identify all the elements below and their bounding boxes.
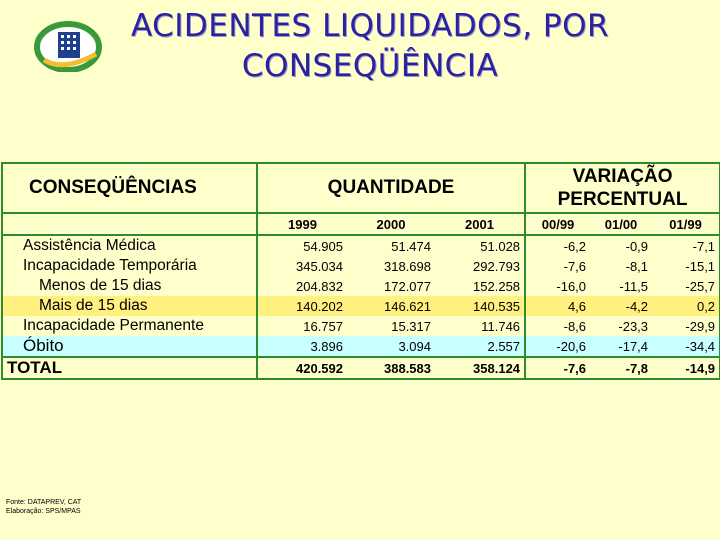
cell-v00-99: -6,2 (563, 238, 587, 254)
elaboration-line: Elaboração: SPS/MPAS (6, 508, 81, 515)
cell-v00-99: 4,6 (525, 296, 590, 316)
header-variacao-line1: VARIAÇÃO (572, 166, 673, 187)
header-variacao (525, 163, 720, 213)
header-quantidade: QUANTIDADE (257, 163, 525, 213)
cell-q1999: 140.202 (257, 296, 347, 316)
cell-q2001: 292.793 (435, 256, 525, 276)
cell-v01-99: -15,1 (652, 256, 720, 276)
cell-q1999: 345.034 (296, 258, 343, 274)
row-label: Incapacidade Temporária (2, 256, 257, 276)
cell-q2001: 51.028 (435, 235, 525, 256)
cell-q2000: 318.698 (384, 258, 431, 274)
total-q1999: 420.592 (257, 357, 347, 379)
cell-v01-99: -29,9 (652, 316, 720, 336)
ministry-logo (34, 20, 104, 72)
total-q2001: 358.124 (435, 357, 525, 379)
cell-v00-99: -8,6 (563, 318, 587, 334)
row-label: Óbito (2, 336, 257, 357)
cell-q1999: 16.757 (303, 318, 343, 334)
cell-q2000: 146.621 (347, 296, 435, 316)
table-row (2, 276, 720, 296)
cell-v01-00: -11,5 (619, 278, 649, 294)
total-v01-00: -7,8 (590, 357, 652, 379)
cell-q2001: 152.258 (435, 276, 525, 296)
row-label: Incapacidade Permanente (2, 316, 257, 336)
title-line-2: CONSEQÜÊNCIA (241, 48, 499, 84)
header-year-2001: 2001 (435, 213, 525, 235)
title-line-1: ACIDENTES LIQUIDADOS, POR (130, 8, 610, 44)
cell-v00-99: -16,0 (556, 278, 587, 294)
accidents-table (1, 162, 720, 380)
cell-q2000: 51.474 (391, 238, 431, 254)
total-row (2, 357, 720, 379)
cell-v01-00: -0,9 (625, 238, 649, 254)
cell-v00-99: -7,6 (563, 258, 587, 274)
table-row (2, 316, 720, 336)
cell-v01-00: -23,3 (618, 318, 649, 334)
cell-q2000: 15.317 (391, 318, 431, 334)
total-v00-99: -7,6 (525, 357, 590, 379)
cell-v01-99: -34,4 (652, 336, 720, 357)
cell-q2001: 140.535 (435, 296, 525, 316)
header-period-00-99: 00/99 (525, 213, 590, 235)
cell-q2001: 2.557 (435, 336, 525, 357)
cell-v01-99: -25,7 (652, 276, 720, 296)
cell-q1999: 204.832 (296, 278, 343, 294)
total-label: TOTAL (2, 357, 257, 379)
table-row-highlighted (2, 296, 720, 316)
cell-q2001: 11.746 (435, 316, 525, 336)
source-note (6, 498, 81, 516)
cell-v01-00: -17,4 (590, 336, 652, 357)
row-label: Assistência Médica (2, 235, 257, 256)
header-year-2000: 2000 (347, 213, 435, 235)
header-period-01-00: 01/00 (590, 213, 652, 235)
cell-q2000: 3.094 (347, 336, 435, 357)
cell-q2000: 172.077 (384, 278, 431, 294)
page-title (100, 6, 640, 86)
table-row-highlighted (2, 336, 720, 357)
cell-v01-99: 0,2 (652, 296, 720, 316)
row-label: Menos de 15 dias (2, 276, 257, 296)
cell-q1999: 54.905 (303, 238, 343, 254)
total-v01-99: -14,9 (652, 357, 720, 379)
header-period-01-99: 01/99 (652, 213, 720, 235)
cell-v00-99: -20,6 (525, 336, 590, 357)
row-label: Mais de 15 dias (2, 296, 257, 316)
header-row-2 (2, 213, 720, 235)
header-variacao-line2: PERCENTUAL (557, 189, 688, 210)
header-blank (2, 213, 257, 235)
table-row (2, 256, 720, 276)
header-year-1999: 1999 (257, 213, 347, 235)
cell-v01-00: -4,2 (590, 296, 652, 316)
cell-q1999: 3.896 (257, 336, 347, 357)
cell-v01-99: -7,1 (652, 235, 720, 256)
source-line: Fonte: DATAPREV, CAT (6, 499, 82, 506)
cell-v01-00: -8,1 (625, 258, 649, 274)
total-q2000: 388.583 (347, 357, 435, 379)
header-row-1 (2, 163, 720, 213)
header-consequencias: CONSEQÜÊNCIAS (2, 163, 257, 213)
table-row (2, 235, 720, 256)
